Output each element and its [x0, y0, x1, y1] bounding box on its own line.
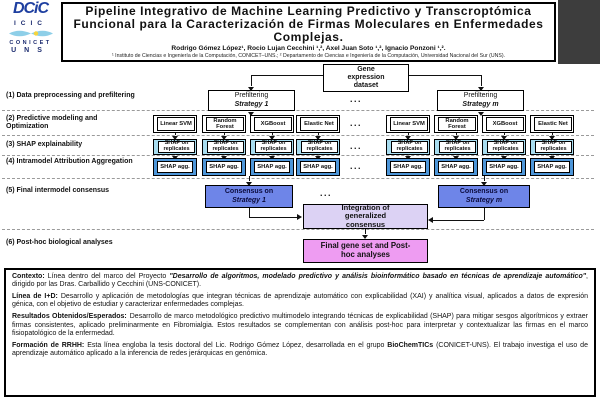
arrow-down: [224, 133, 225, 135]
shap-agg-box: [434, 158, 478, 176]
section-formacion-rrhh: [12, 342, 588, 358]
arrow-down: [365, 229, 366, 234]
model-label: Elastic Net: [300, 117, 338, 131]
section-heading: Resultados Obtenidos/Esperados:: [12, 313, 127, 321]
model-box-linear-svm: [386, 115, 430, 133]
shap-agg-box: [153, 158, 197, 176]
arrow-down: [318, 154, 319, 155]
shap-agg-box: [202, 158, 246, 176]
shap-agg-box: [530, 158, 574, 176]
connector: [249, 217, 297, 218]
group-name-bold: BioChemTICs: [387, 341, 434, 349]
arrow-down: [272, 133, 273, 135]
shap-agg-label: SHAP agg.: [390, 161, 426, 173]
consensus-label: Consensus on: [459, 188, 509, 196]
shap-replicates-label: SHAP on replicates: [301, 141, 338, 153]
stage-label-4: (4) Intramodel Attribution Aggregation: [6, 158, 133, 165]
final-gene-set-label: Final gene set and Post-hoc analyses: [320, 241, 411, 259]
strategy-m-label: Strategy m: [465, 196, 503, 204]
affiliations-line: ¹ Instituto de Ciencias e Ingeniería de la Computación, CONICET–UNS.; ² Departamento de Ciencias e Ingeniería de la Computación, Universidad Nacional del Sur (UNS).: [112, 52, 505, 59]
shap-replicates-box: [296, 139, 340, 155]
connector: [484, 208, 485, 220]
shap-replicates-label: SHAP on replicates: [158, 141, 195, 153]
section-linea-id: [12, 293, 588, 309]
institution-logo: [2, 1, 59, 62]
prefiltering-label: Prefiltering: [234, 92, 269, 100]
shap-replicates-box: [434, 139, 478, 155]
shap-replicates-box: [202, 139, 246, 155]
arrow-down: [504, 133, 505, 135]
arrow-down: [249, 176, 250, 181]
ellipsis: ...: [320, 188, 333, 198]
section-heading: Línea de I+D:: [12, 293, 58, 301]
model-label: Linear SVM: [157, 117, 195, 131]
arrow-down: [481, 75, 482, 86]
shap-replicates-box: [482, 139, 526, 155]
ellipsis: ...: [350, 118, 363, 128]
consensus-strategy-1-box: [205, 185, 293, 208]
section-text: Esta línea engloba la tesis doctoral del Lic. Rodrigo Gómez López, desarrollada en el grupo: [87, 341, 388, 349]
arrow-down: [224, 154, 225, 155]
arrow-down: [272, 154, 273, 155]
connector: [409, 75, 481, 76]
model-label: Linear SVM: [390, 117, 428, 131]
ellipsis: ...: [350, 94, 363, 104]
arrow-down: [251, 110, 252, 111]
arrow-down: [484, 176, 485, 181]
section-text: (CONICET-UNS). El trabajo investiga el uso de aprendizaje automático aplicado a la inferencia de redes jerárquicas en genómica.: [12, 341, 588, 357]
stage-label-1: (1) Data preprocessing and prefiltering: [6, 92, 135, 99]
stage-label-6: (6) Post-hoc biological analyses: [6, 239, 113, 246]
shap-agg-box: [296, 158, 340, 176]
model-box-linear-svm: [153, 115, 197, 133]
shap-replicates-label: SHAP on replicates: [535, 141, 572, 153]
uns-wordmark: UNS: [11, 47, 50, 54]
shap-agg-label: SHAP agg.: [534, 161, 570, 173]
arrow-down: [456, 133, 457, 135]
arrow-down: [408, 154, 409, 155]
stage-label-5: (5) Final intermodel consensus: [6, 187, 110, 194]
integration-label: Integration of generalized consensus: [341, 203, 390, 229]
strategy-m-label: Strategy m: [462, 100, 499, 108]
final-gene-set-box: [303, 239, 428, 263]
consensus-label: Consensus on: [224, 188, 274, 196]
strategy-1-label: Strategy 1: [232, 196, 266, 204]
model-box-xgboost: [482, 115, 526, 133]
section-heading: Formación de RRHH:: [12, 341, 85, 349]
integration-consensus-box: [303, 204, 428, 229]
shap-replicates-box: [250, 139, 294, 155]
shap-agg-label: SHAP agg.: [254, 161, 290, 173]
arrow-down: [318, 133, 319, 135]
shap-replicates-box: [530, 139, 574, 155]
shap-replicates-box: [386, 139, 430, 155]
ellipsis: ...: [350, 161, 363, 171]
shap-replicates-label: SHAP on replicates: [391, 141, 428, 153]
model-label: Elastic Net: [534, 117, 572, 131]
title-box: [61, 2, 556, 62]
shap-agg-label: SHAP agg.: [300, 161, 336, 173]
arrow-down: [552, 133, 553, 135]
connector: [251, 75, 323, 76]
section-text: Desarrollo de marco metodológico predictivo multimodelo integrando técnicas de explicabilidad (SHAP) para mitigar sesgos algorítmicos y extraer firmas consistentes, aplicado preliminarmente en Fibromialgia. Estos resultados se complementan con análisis post-hoc para interpretar y contextualizar las firmas en el marco fisiopatológico de la enfermedad.: [12, 313, 588, 337]
section-resultados: [12, 313, 588, 337]
arrow-down: [175, 133, 176, 135]
section-text: , dirigido por las Dras. Carballido y Cecchini (UNS-CONICET).: [12, 273, 588, 289]
model-box-random-forest: [434, 115, 478, 133]
prefiltering-strategy-1-box: [208, 90, 295, 111]
shap-replicates-label: SHAP on replicates: [207, 141, 244, 153]
stage-separator: [2, 178, 594, 179]
shap-agg-box: [482, 158, 526, 176]
model-label: Random Forest: [438, 117, 476, 131]
poster-title: Pipeline Integrativo de Machine Learning Predictivo y Transcroptómica Funcional para la Caracterización de Firmas Moleculares en Enfermedades Complejas.: [73, 4, 544, 44]
project-title-italic: "Desarrollo de algoritmos, modelado predictivo y análisis bioinformático basado en técnicas de aprendizaje automático": [169, 273, 587, 280]
section-text: Desarrollo y aplicación de metodologías que integran técnicas de aprendizaje automático con explicabilidad (XAI) y analítica visual, aplicados a datos de expresión génica, con el objetivo de estudiar y caracterizar enfermedades complejas.: [12, 293, 588, 309]
model-label: XGBoost: [486, 117, 524, 131]
connector: [433, 220, 484, 221]
shap-agg-box: [386, 158, 430, 176]
stage-label-3: (3) SHAP explainability: [6, 141, 83, 148]
gene-expression-dataset-label: Gene expression dataset: [347, 66, 385, 89]
shap-replicates-label: SHAP on replicates: [487, 141, 524, 153]
section-heading: Contexto:: [12, 273, 45, 280]
conicet-wordmark: CONICET: [9, 40, 52, 46]
wave-icon: [7, 28, 55, 39]
arrow-right: [297, 214, 302, 220]
arrow-down: [552, 154, 553, 155]
ellipsis: ...: [350, 141, 363, 151]
prefiltering-strategy-m-box: [437, 90, 524, 111]
stage-separator: [2, 229, 594, 230]
shap-agg-label: SHAP agg.: [486, 161, 522, 173]
arrow-down: [251, 75, 252, 86]
arrow-left: [428, 217, 433, 223]
connector: [249, 208, 250, 217]
model-box-xgboost: [250, 115, 294, 133]
arrow-down: [481, 110, 482, 111]
arrow-down: [408, 133, 409, 135]
shap-agg-label: SHAP agg.: [438, 161, 474, 173]
section-contexto: [12, 273, 588, 289]
arrow-down: [175, 154, 176, 155]
gene-expression-dataset-box: [323, 64, 409, 92]
stage-label-2: (2) Predictive modeling and Optimization: [6, 115, 98, 131]
shap-agg-label: SHAP agg.: [157, 161, 193, 173]
header-dark-panel: [558, 0, 600, 64]
model-label: XGBoost: [254, 117, 292, 131]
section-text: Línea dentro del marco del Proyecto: [47, 273, 170, 280]
shap-agg-box: [250, 158, 294, 176]
shap-replicates-label: SHAP on replicates: [255, 141, 292, 153]
model-box-elastic-net: [296, 115, 340, 133]
model-label: Random Forest: [206, 117, 244, 131]
consensus-strategy-m-box: [438, 185, 530, 208]
model-box-elastic-net: [530, 115, 574, 133]
shap-replicates-box: [153, 139, 197, 155]
arrow-down: [504, 154, 505, 155]
dcic-wordmark: DCiC: [12, 0, 49, 17]
shap-agg-label: SHAP agg.: [206, 161, 242, 173]
icic-wordmark: ICIC: [14, 20, 47, 27]
model-box-random-forest: [202, 115, 246, 133]
prefiltering-label: Prefiltering: [463, 92, 498, 100]
arrow-down: [456, 154, 457, 155]
strategy-1-label: Strategy 1: [234, 100, 269, 108]
abstract-panel: [4, 268, 596, 397]
authors-line: Rodrigo Gómez López¹, Rocio Lujan Cecchini ¹,², Axel Juan Soto ¹,², Ignacio Ponzoni ¹,².: [171, 44, 446, 52]
shap-replicates-label: SHAP on replicates: [439, 141, 476, 153]
